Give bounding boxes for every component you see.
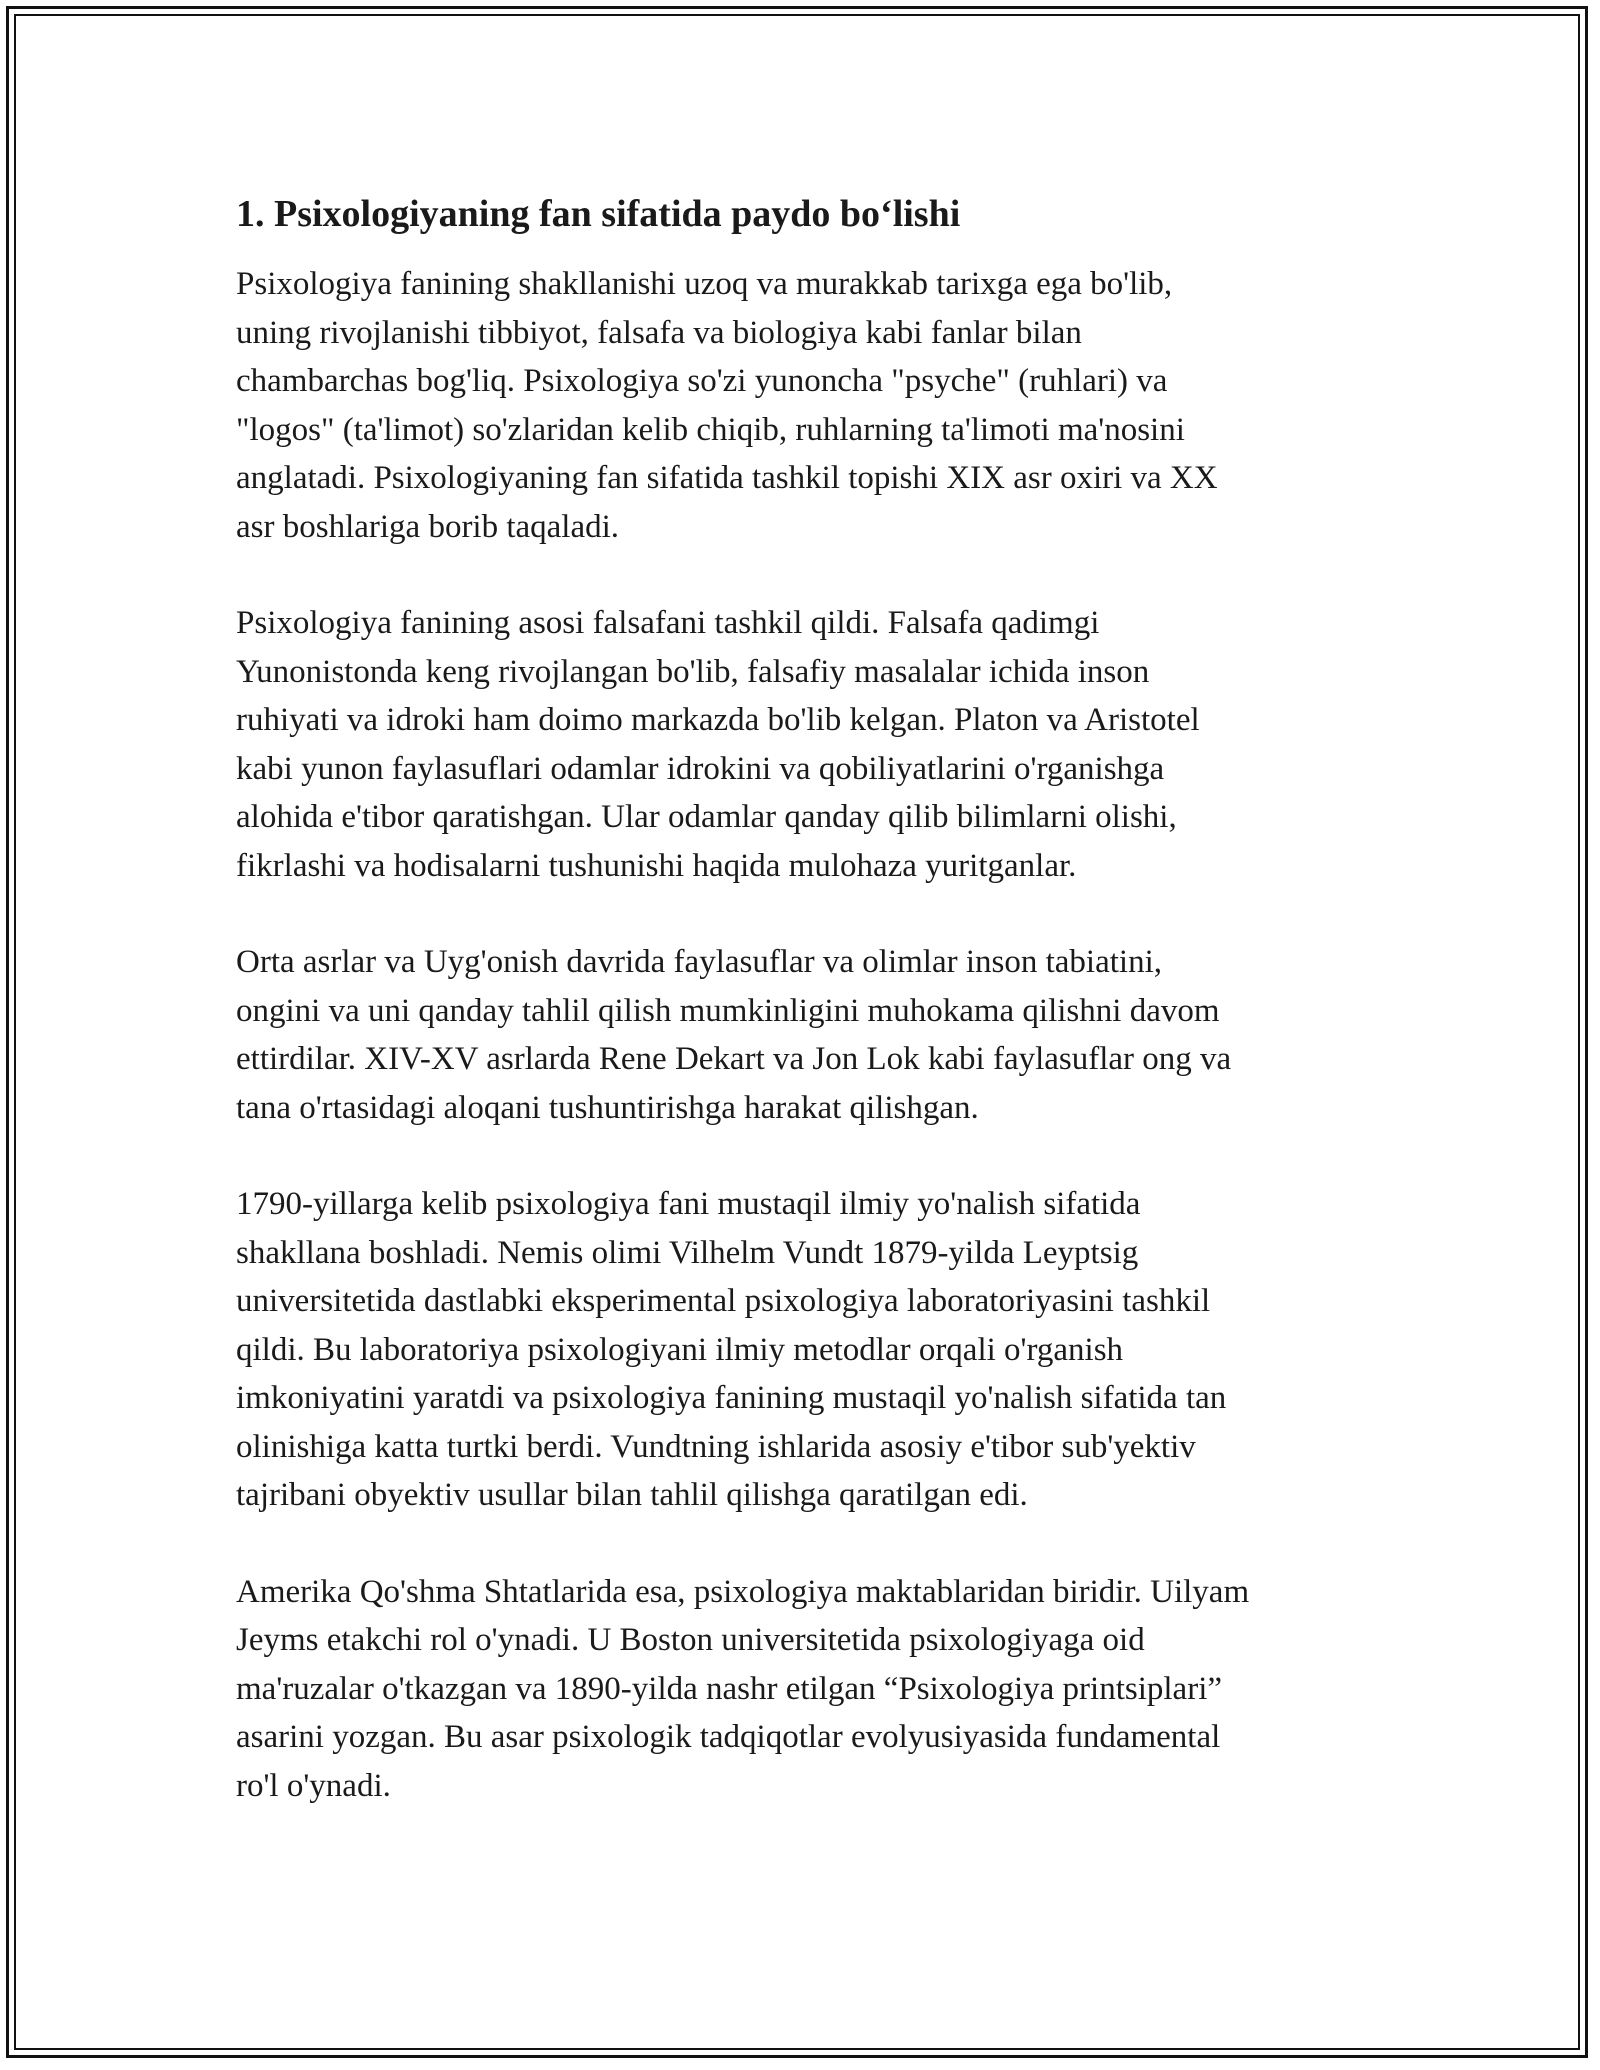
paragraph-line: fikrlashi va hodisalarni tushunishi haqida mulohaza yuritganlar. [236, 847, 1077, 884]
paragraph-line: shakllana boshladi. Nemis olimi Vilhelm Vundt 1879-yilda Leyptsig [236, 1234, 1139, 1271]
paragraph-4 [236, 1180, 1376, 1520]
paragraph-3 [236, 938, 1376, 1132]
paragraph-line: 1790-yillarga kelib psixologiya fani mustaqil ilmiy yo'nalish sifatida [236, 1186, 1141, 1222]
paragraph-line: tana o'rtasidagi aloqani tushuntirishga harakat qilishgan. [236, 1089, 979, 1126]
paragraph-line: olinishiga katta turtki berdi. Vundtning ishlarida asosiy e'tibor sub'yektiv [236, 1428, 1196, 1465]
paragraph-line: kabi yunon faylasuflari odamlar idrokini va qobiliyatlarini o'rganishga [236, 750, 1165, 787]
paragraph-line: "logos" (ta'limot) so'zlaridan kelib chiqib, ruhlarning ta'limoti ma'nosini [236, 411, 1185, 448]
paragraph-line: ongini va uni qanday tahlil qilish mumkinligini muhokama qilishni davom [236, 992, 1220, 1029]
paragraph-line: Psixologiya fanining asosi falsafani tashkil qildi. Falsafa qadimgi [236, 605, 1100, 641]
paragraph-line: tajribani obyektiv usullar bilan tahlil qilishga qaratilgan edi. [236, 1477, 1028, 1513]
paragraph-line: Yunonistonda keng rivojlangan bo'lib, falsafiy masalalar ichida inson [236, 653, 1150, 690]
paragraph-line: Psixologiya fanining shakllanishi uzoq va murakkab tarixga ega bo'lib, [236, 266, 1173, 302]
paragraph-1 [236, 260, 1376, 551]
paragraph-line: asarini yozgan. Bu asar psixologik tadqiqotlar evolyusiyasida fundamental [236, 1719, 1221, 1755]
paragraph-line: ettirdilar. XIV-XV asrlarda Rene Dekart va Jon Lok kabi faylasuflar ong va [236, 1041, 1232, 1077]
paragraph-line: asr boshlariga borib taqaladi. [236, 508, 620, 545]
document-body [236, 188, 1376, 1858]
paragraph-line: anglatadi. Psixologiyaning fan sifatida tashkil topishi XIX asr oxiri va XX [236, 460, 1218, 496]
paragraph-line: universitetida dastlabki eksperimental psixologiya laboratoriyasini tashkil [236, 1283, 1211, 1319]
paragraph-line: alohida e'tibor qaratishgan. Ular odamlar qanday qilib bilimlarni olishi, [236, 799, 1177, 835]
paragraph-line: ruhiyati va idroki ham doimo markazda bo'lib kelgan. Platon va Aristotel [236, 702, 1200, 738]
paragraph-5 [236, 1568, 1376, 1811]
paragraph-line: Jeyms etakchi rol o'ynadi. U Boston universitetida psixologiyaga oid [236, 1622, 1145, 1658]
paragraph-line: chambarchas bog'liq. Psixologiya so'zi yunoncha "psyche" (ruhlari) va [236, 363, 1168, 399]
paragraph-2 [236, 599, 1376, 890]
paragraph-line: Amerika Qo'shma Shtatlarida esa, psixologiya maktablaridan biridir. Uilyam [236, 1573, 1250, 1610]
paragraph-line: imkoniyatini yaratdi va psixologiya fanining mustaqil yo'nalish sifatida tan [236, 1380, 1227, 1416]
paragraph-line: qildi. Bu laboratoriya psixologiyani ilmiy metodlar orqali o'rganish [236, 1331, 1124, 1368]
paragraph-line: uning rivojlanishi tibbiyot, falsafa va biologiya kabi fanlar bilan [236, 314, 1082, 351]
paragraph-line: ma'ruzalar o'tkazgan va 1890-yilda nashr etilgan “Psixologiya printsiplari” [236, 1670, 1223, 1707]
section-heading: 1. Psixologiyaning fan sifatida paydo bo‘lishi [236, 193, 961, 235]
paragraph-line: Orta asrlar va Uyg'onish davrida faylasuflar va olimlar inson tabiatini, [236, 944, 1162, 980]
paragraph-line: ro'l o'ynadi. [236, 1767, 391, 1804]
